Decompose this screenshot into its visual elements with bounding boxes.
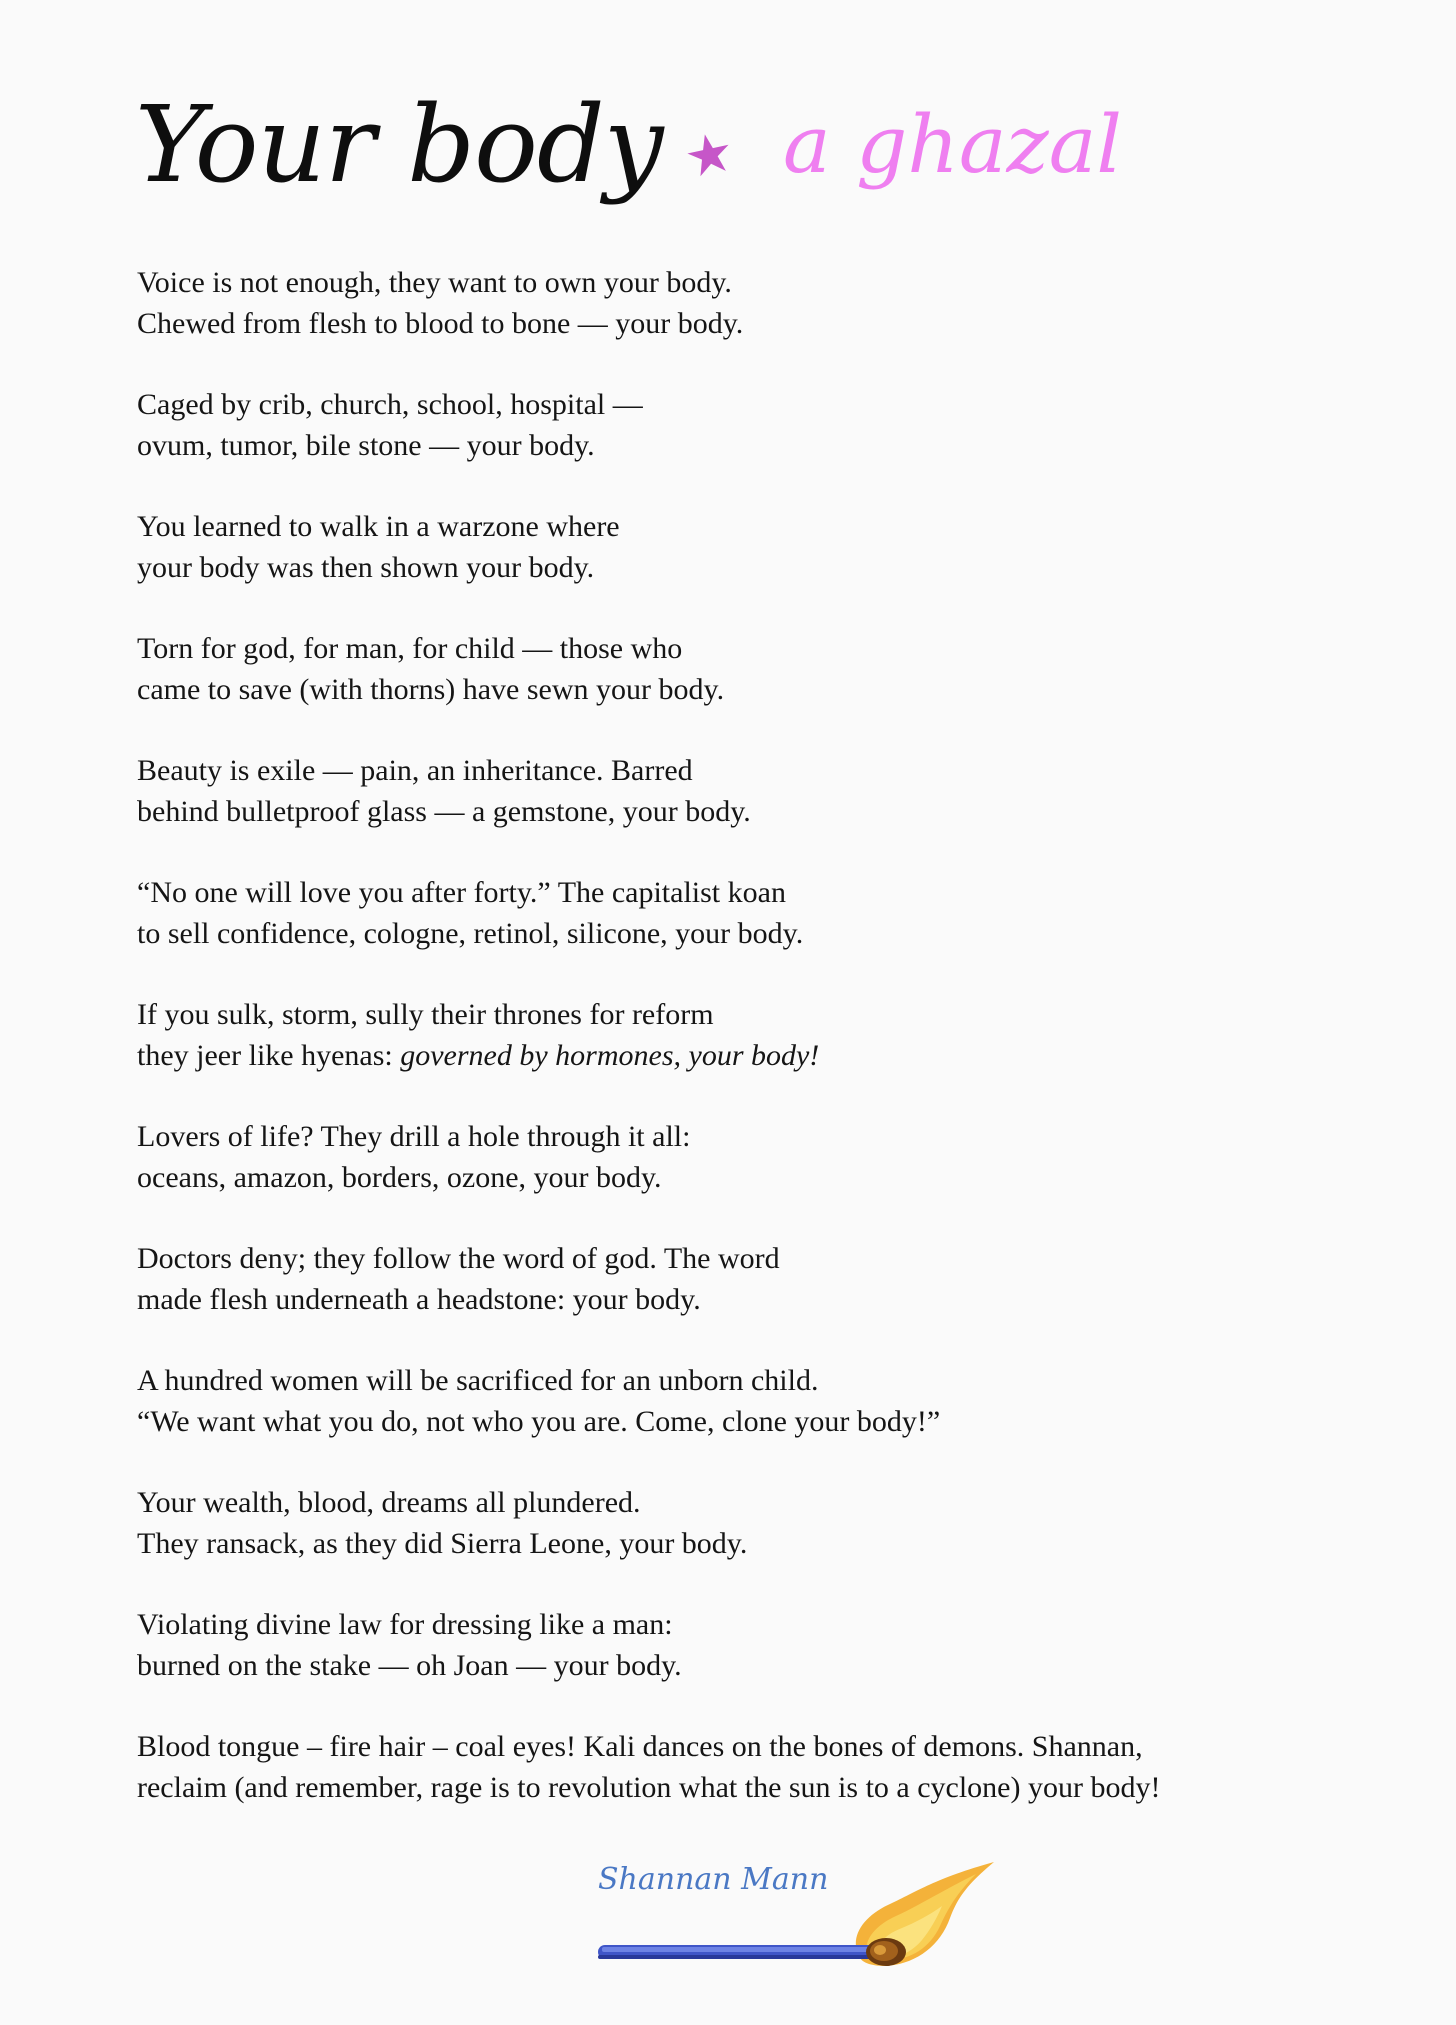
couplet-2	[137, 384, 1387, 466]
poem-line: If you sulk, storm, sully their thrones for reform	[137, 998, 714, 1031]
couplet-13	[137, 1726, 1387, 1808]
couplet-5	[137, 750, 1387, 832]
couplet-12	[137, 1604, 1387, 1686]
poem-line: A hundred women will be sacrificed for an unborn child.	[137, 1364, 819, 1397]
poem-line: Voice is not enough, they want to own your body.	[137, 266, 732, 299]
couplet-1	[137, 262, 1387, 344]
poem-line	[137, 1035, 1387, 1076]
poem-line: ovum, tumor, bile stone — your body.	[137, 429, 595, 462]
poem-line: Chewed from flesh to blood to bone — your body.	[137, 307, 744, 340]
couplet-6	[137, 872, 1387, 954]
poem-line: “We want what you do, not who you are. Come, clone your body!”	[137, 1405, 941, 1438]
poem-line: oceans, amazon, borders, ozone, your body.	[137, 1161, 662, 1194]
couplet-8	[137, 1116, 1387, 1198]
poem-line-italic: governed by hormones, your body!	[400, 1039, 820, 1072]
signature	[598, 1860, 1018, 1990]
poem-line: Your wealth, blood, dreams all plundered.	[137, 1486, 641, 1519]
couplet-10	[137, 1360, 1387, 1442]
author-name: Shannan Mann	[598, 1862, 829, 1897]
poem-line: your body was then shown your body.	[137, 551, 595, 584]
couplet-9	[137, 1238, 1387, 1320]
poem-line: made flesh underneath a headstone: your body.	[137, 1283, 701, 1316]
poem-line: You learned to walk in a warzone where	[137, 510, 620, 543]
poem-body	[137, 262, 1387, 1848]
couplet-7	[137, 994, 1387, 1076]
poem-line: reclaim (and remember, rage is to revolution what the sun is to a cyclone) your body!	[137, 1771, 1161, 1804]
poem-line: Beauty is exile — pain, an inheritance. Barred	[137, 754, 693, 787]
couplet-3	[137, 506, 1387, 588]
poem-line: Torn for god, for man, for child — those who	[137, 632, 683, 665]
couplet-11	[137, 1482, 1387, 1564]
poem-line: Violating divine law for dressing like a man:	[137, 1608, 673, 1641]
poem-line: “No one will love you after forty.” The capitalist koan	[137, 876, 786, 909]
poem-line-plain: they jeer like hyenas:	[137, 1039, 401, 1072]
poem-line: came to save (with thorns) have sewn your body.	[137, 673, 725, 706]
poem-line: Blood tongue – fire hair – coal eyes! Kali dances on the bones of demons. Shannan,	[137, 1730, 1143, 1763]
title-row	[135, 80, 1335, 210]
poem-line: behind bulletproof glass — a gemstone, your body.	[137, 795, 751, 828]
poem-line: Caged by crib, church, school, hospital —	[137, 388, 643, 421]
couplet-4	[137, 628, 1387, 710]
poem-line: Lovers of life? They drill a hole through it all:	[137, 1120, 691, 1153]
poem-subtitle: a ghazal	[783, 98, 1122, 191]
poem-line: burned on the stake — oh Joan — your body.	[137, 1649, 682, 1682]
poem-line: Doctors deny; they follow the word of god. The word	[137, 1242, 780, 1275]
poem-line: to sell confidence, cologne, retinol, silicone, your body.	[137, 917, 804, 950]
poem-line: They ransack, as they did Sierra Leone, your body.	[137, 1527, 748, 1560]
star-icon	[685, 130, 733, 178]
poem-title: Your body	[135, 83, 663, 206]
